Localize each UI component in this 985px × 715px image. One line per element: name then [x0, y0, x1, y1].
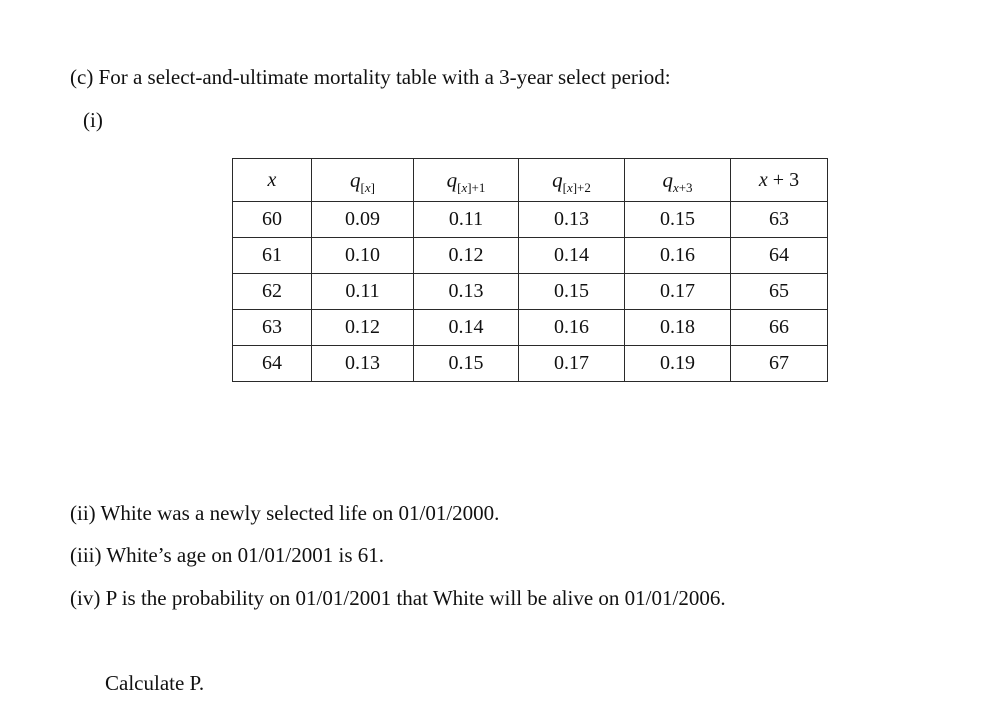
header-x-plus-3: x + 3 [731, 159, 828, 202]
table-row [233, 346, 828, 382]
table-cell: 0.13 [414, 274, 519, 310]
table-cell: 62 [233, 274, 312, 310]
table-row [233, 274, 828, 310]
table-cell: 0.17 [625, 274, 731, 310]
header-q-ultimate: $q_{x+3}$ [625, 159, 731, 202]
table-row [233, 202, 828, 238]
table-cell: 0.19 [625, 346, 731, 382]
table-cell: 0.15 [414, 346, 519, 382]
table-cell: 65 [731, 274, 828, 310]
table-cell: 64 [731, 238, 828, 274]
table-cell: 0.16 [519, 310, 625, 346]
item-i-label: (i) [83, 108, 103, 132]
table-cell: 67 [731, 346, 828, 382]
table-cell: 0.13 [519, 202, 625, 238]
task-instruction: Calculate P. [105, 671, 205, 695]
item-iv-text: (iv) P is the probability on 01/01/2001 that White will be alive on 01/01/2006. [70, 586, 726, 610]
table-header-row [233, 159, 828, 202]
item-ii-text: (ii) White was a newly selected life on 01/01/2000. [70, 501, 500, 525]
table-cell: 63 [233, 310, 312, 346]
table-cell: 0.15 [519, 274, 625, 310]
table-cell: 0.14 [519, 238, 625, 274]
table-cell: 64 [233, 346, 312, 382]
table-cell: 0.11 [312, 274, 414, 310]
table-cell: 0.15 [625, 202, 731, 238]
table-cell: 0.17 [519, 346, 625, 382]
header-q-select-plus-1: $q_{[x]+1}$ [414, 159, 519, 202]
table-cell: 0.13 [312, 346, 414, 382]
table-cell: 0.10 [312, 238, 414, 274]
table-cell: 63 [731, 202, 828, 238]
table-cell: 66 [731, 310, 828, 346]
table-cell: 0.14 [414, 310, 519, 346]
table-cell: 0.12 [312, 310, 414, 346]
header-x: x [233, 159, 312, 202]
question-intro: (c) For a select-and-ultimate mortality table with a 3-year select period: [70, 65, 671, 89]
table-cell: 0.12 [414, 238, 519, 274]
header-q-select-plus-2: $q_{[x]+2}$ [519, 159, 625, 202]
item-iii-text: (iii) White’s age on 01/01/2001 is 61. [70, 543, 384, 567]
mortality-table [232, 158, 828, 382]
table-cell: 0.09 [312, 202, 414, 238]
table-cell: 61 [233, 238, 312, 274]
table-cell: 60 [233, 202, 312, 238]
table-row [233, 238, 828, 274]
header-q-select: $q_{[x]}$ [312, 159, 414, 202]
table-cell: 0.11 [414, 202, 519, 238]
table-cell: 0.16 [625, 238, 731, 274]
table-cell: 0.18 [625, 310, 731, 346]
table-row [233, 310, 828, 346]
